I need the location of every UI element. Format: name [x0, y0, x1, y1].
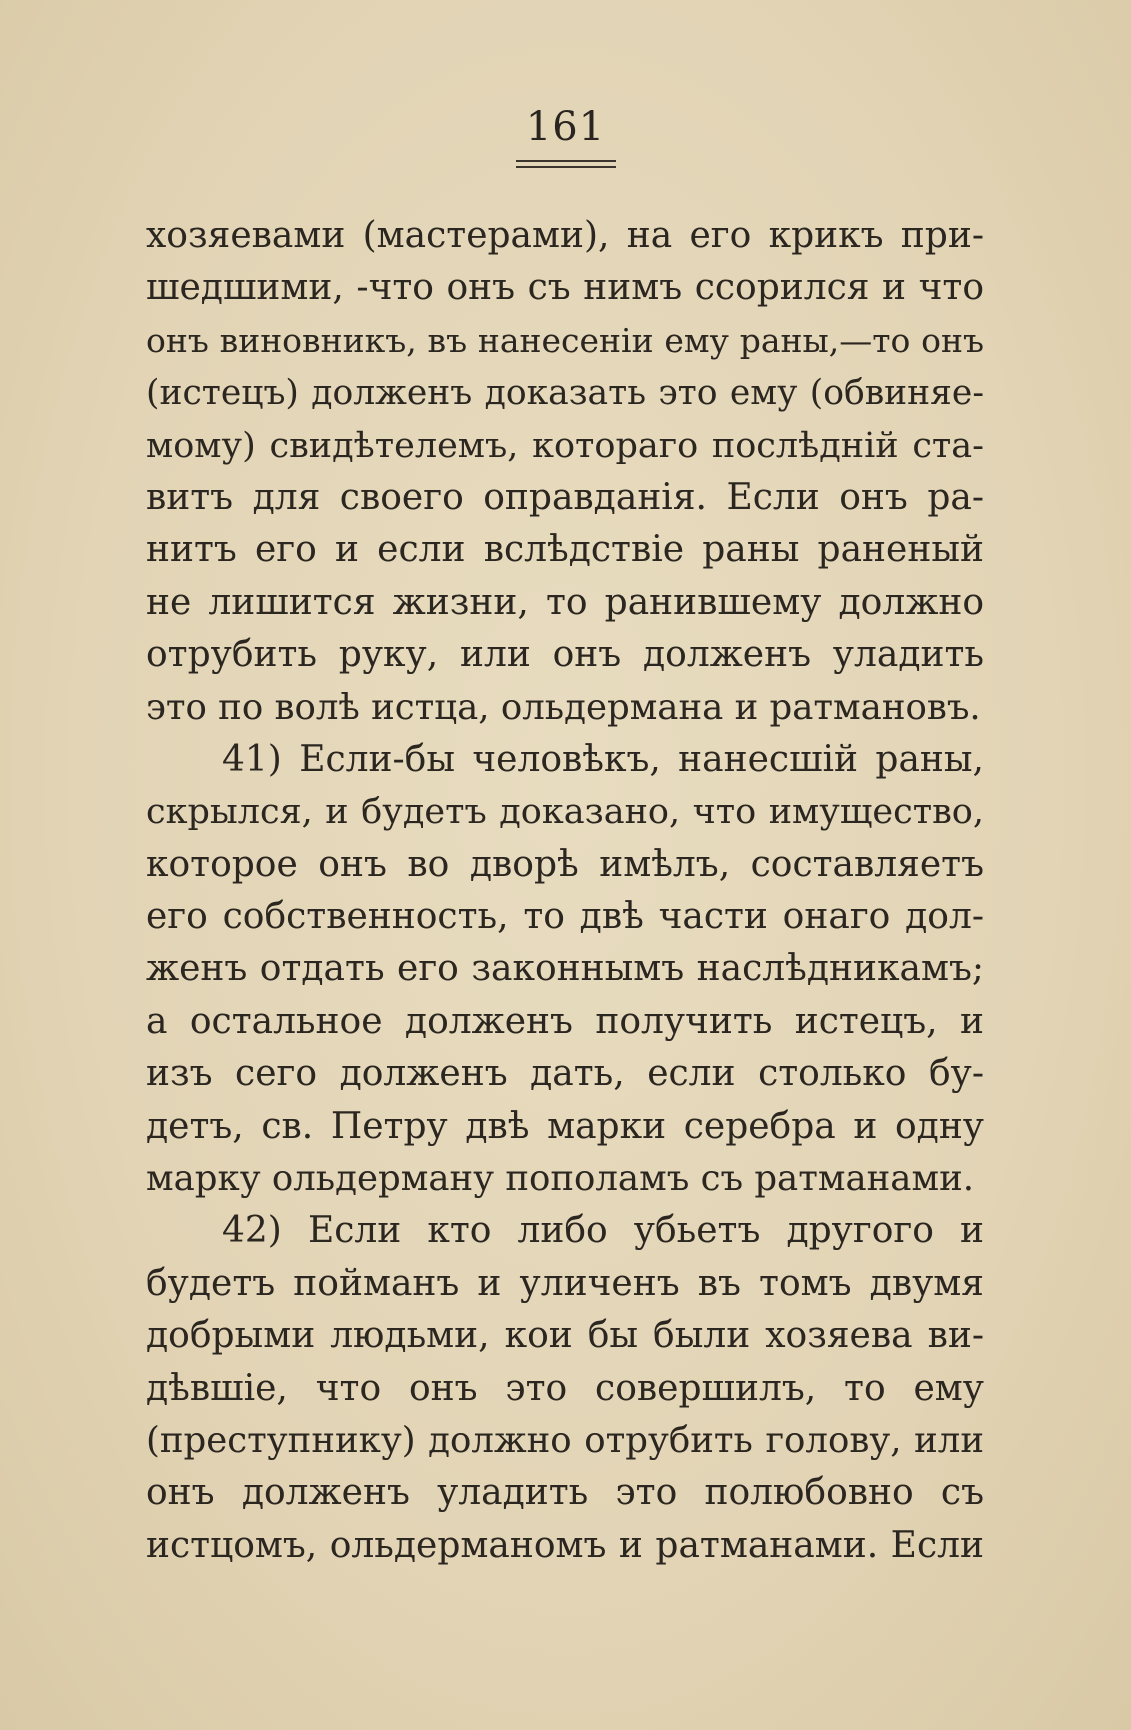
text-line: женъ отдать его законнымъ наслѣдникамъ; — [146, 948, 984, 990]
text-line: онъ виновникъ, въ нанесеніи ему раны,—то онъ — [146, 320, 984, 360]
text-line: изъ сего долженъ дать, если столько бу- — [146, 1053, 984, 1095]
page-number: 161 — [525, 104, 606, 150]
text-line: это по волѣ истца, ольдермана и ратмановъ. — [146, 686, 981, 728]
text-line: марку ольдерману пополамъ съ ратманами. — [146, 1158, 975, 1200]
text-line: дѣвшіе, что онъ это совершилъ, то ему — [146, 1367, 984, 1409]
text-line: хозяевами (мастерами), на его крикъ при- — [146, 215, 984, 256]
body-text — [146, 210, 984, 1572]
text-line: витъ для своего оправданія. Если онъ ра- — [146, 476, 984, 518]
text-line: отрубить руку, или онъ долженъ уладить — [146, 634, 984, 676]
text-line: не лишится жизни, то ранившему должно — [146, 581, 984, 623]
text-line: скрылся, и будетъ доказано, что имущество, — [146, 792, 984, 833]
text-line: истцомъ, ольдерманомъ и ратманами. Если — [146, 1524, 984, 1566]
text-line: 42) Если кто либо убьетъ другого и — [222, 1210, 984, 1252]
text-line: добрыми людьми, кои бы были хозяева ви- — [146, 1315, 984, 1357]
text-line: (истецъ) долженъ доказать это ему (обвиняе- — [146, 373, 984, 414]
text-line: нитъ его и если вслѣдствіе раны раненый — [146, 529, 984, 571]
text-line: детъ, св. Петру двѣ марки серебра и одну — [146, 1105, 984, 1147]
header-rule-lower — [516, 166, 616, 168]
text-line: мому) свидѣтелемъ, котораго послѣдній ста- — [146, 425, 984, 466]
text-line: будетъ пойманъ и уличенъ въ томъ двумя — [146, 1262, 984, 1304]
text-line: (преступнику) должно отрубить голову, или — [146, 1419, 984, 1461]
text-line: онъ долженъ уладить это полюбовно съ — [146, 1472, 984, 1514]
text-line: его собственность, то двѣ части онаго дол- — [146, 896, 984, 938]
text-line: а остальное долженъ получить истецъ, и — [146, 1000, 984, 1042]
header-rule-upper — [516, 160, 616, 162]
text-line: которое онъ во дворѣ имѣлъ, составляетъ — [146, 843, 984, 885]
text-line: 41) Если-бы человѣкъ, нанесшій раны, — [222, 738, 984, 780]
text-line: шедшими, -что онъ съ нимъ ссорился и что — [146, 267, 984, 309]
